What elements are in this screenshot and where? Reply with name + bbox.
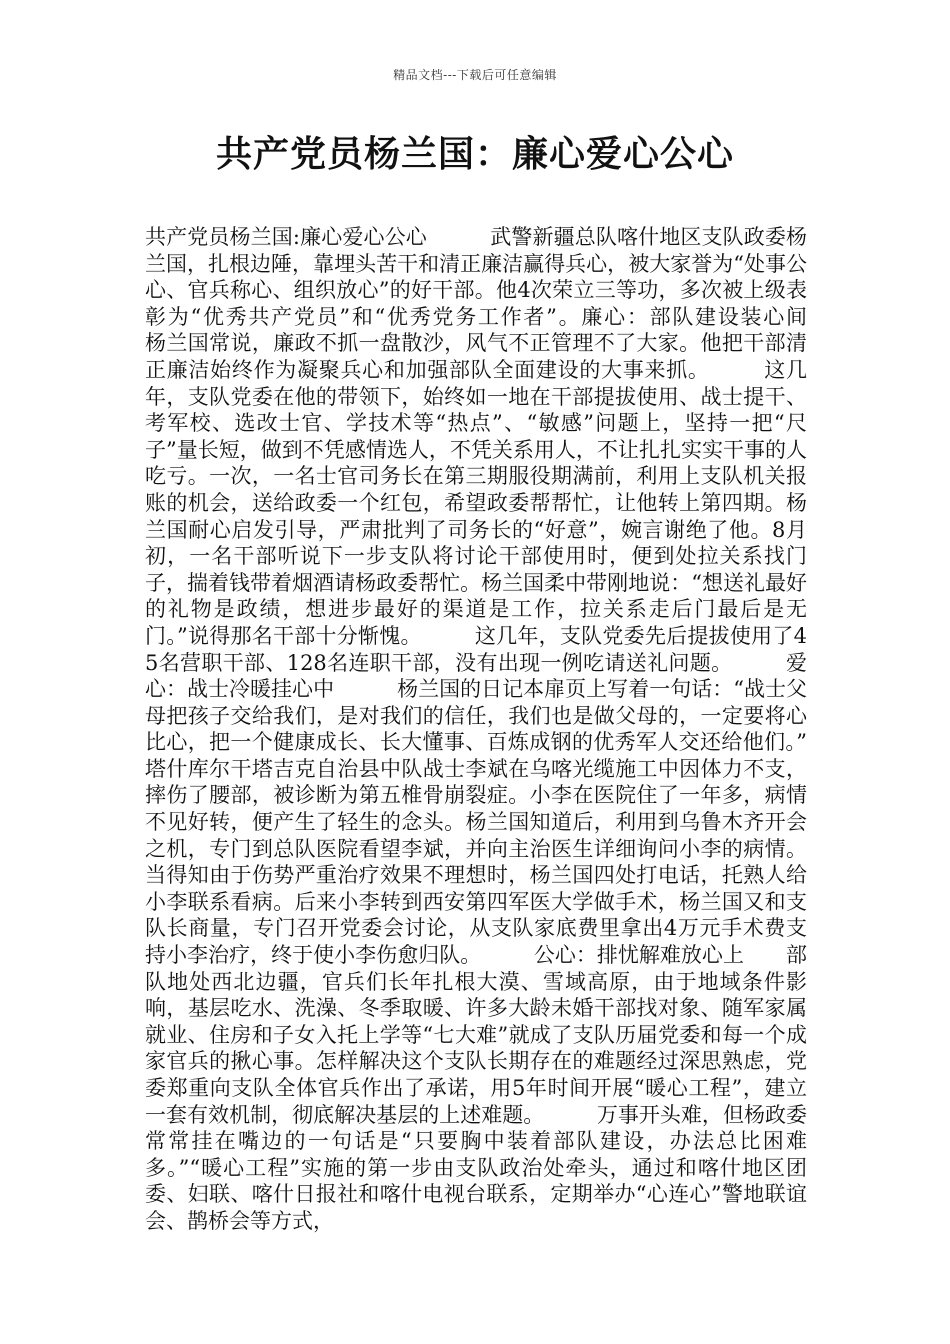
header-note: 精品文档---下载后可任意编辑 (393, 68, 557, 82)
document-body: 共产党员杨兰国:廉心爱心公心 武警新疆总队喀什地区支队政委杨兰国，扎根边陲，靠埋头苦干和清正廉洁赢得兵心，被大家誉为“处事公心、官兵称心、组织放心”的好干部。他4次荣立三等功，多次被上级表彰为“优秀共产党员”和“优秀党务工作者”。廉心：部队建设装心间 杨兰国常说，廉政不抓一盘散沙，风气不正管理不了大家。他把干部清正廉洁始终作为凝聚兵心和加强部队全面建设的大事来抓。 这几年，支队党委在他的带领下，始终如一地在干部提拔使用、战士提干、考军校、选改士官、学技术等“热点”、“敏感”问题上，坚持一把“尺子”量长短，做到不凭感情选人，不凭关系用人，不让扎扎实实干事的人吃亏。一次，一名士官司务长在第三期服役期满前，利用上支队机关报账的机会，送给政委一个红包，希望政委帮帮忙，让他转上第四期。杨兰国耐心启发引导，严肃批判了司务长的“好意”，婉言谢绝了他。8月初，一名干部听说下一步支队将讨论干部使用时，便到处拉关系找门子，揣着钱带着烟酒请杨政委帮忙。杨兰国柔中带刚地说：“想送礼最好的礼物是政绩，想进步最好的渠道是工作，拉关系走后门最后是无门。”说得那名干部十分惭愧。 这几年，支队党委先后提拔使用了45名营职干部、128名连职干部，没有出现一例吃请送礼问题。 爱心：战士冷暖挂心中 杨兰国的日记本扉页上写着一句话：“战士父母把孩子交给我们，是对我们的信任，我们也是做父母的，一定要将心比心，把一个健康成长、长大懂事、百炼成钢的优秀军人交还给他们。” 塔什库尔干塔吉克自治县中队战士李斌在乌喀光缆施工中因体力不支，摔伤了腰部，被诊断为第五椎骨崩裂症。小李在医院住了一年多，病情不见好转，便产生了轻生的念头。杨兰国知道后，利用到乌鲁木齐开会之机，专门到总队医院看望李斌，并向主治医生详细询问小李的病情。当得知由于伤势严重治疗效果不理想时，杨兰国四处打电话，托熟人给小李联系看病。后来小李转到西安第四军医大学做手术，杨兰国又和支队长商量，专门召开党委会讨论，从支队家底费里拿出4万元手术费支持小李治疗，终于使小李伤愈归队。 公心：排忧解难放心上 部队地处西北边疆，官兵们长年扎根大漠、雪域高原，由于地域条件影响，基层吃水、洗澡、冬季取暖、许多大龄未婚干部找对象、随军家属就业、住房和子女入托上学等“七大难”就成了支队历届党委和每一个成家官兵的揪心事。怎样解决这个支队长期存在的难题经过深思熟虑，党委郑重向支队全体官兵作出了承诺，用5年时间开展“暖心工程”，建立一套有效机制，彻底解决基层的上述难题。 万事开头难，但杨政委常常挂在嘴边的一句话是“只要胸中装着部队建设，办法总比困难多。”“暖心工程”实施的第一步由支队政治处牵头，通过和喀什地区团委、妇联、喀什日报社和喀什电视台联系，定期举办“心连心”警地联谊会、鹊桥会等方式， (145, 225, 870, 1233)
document-title: 共产党员杨兰国：廉心爱心公心 (215, 134, 734, 175)
